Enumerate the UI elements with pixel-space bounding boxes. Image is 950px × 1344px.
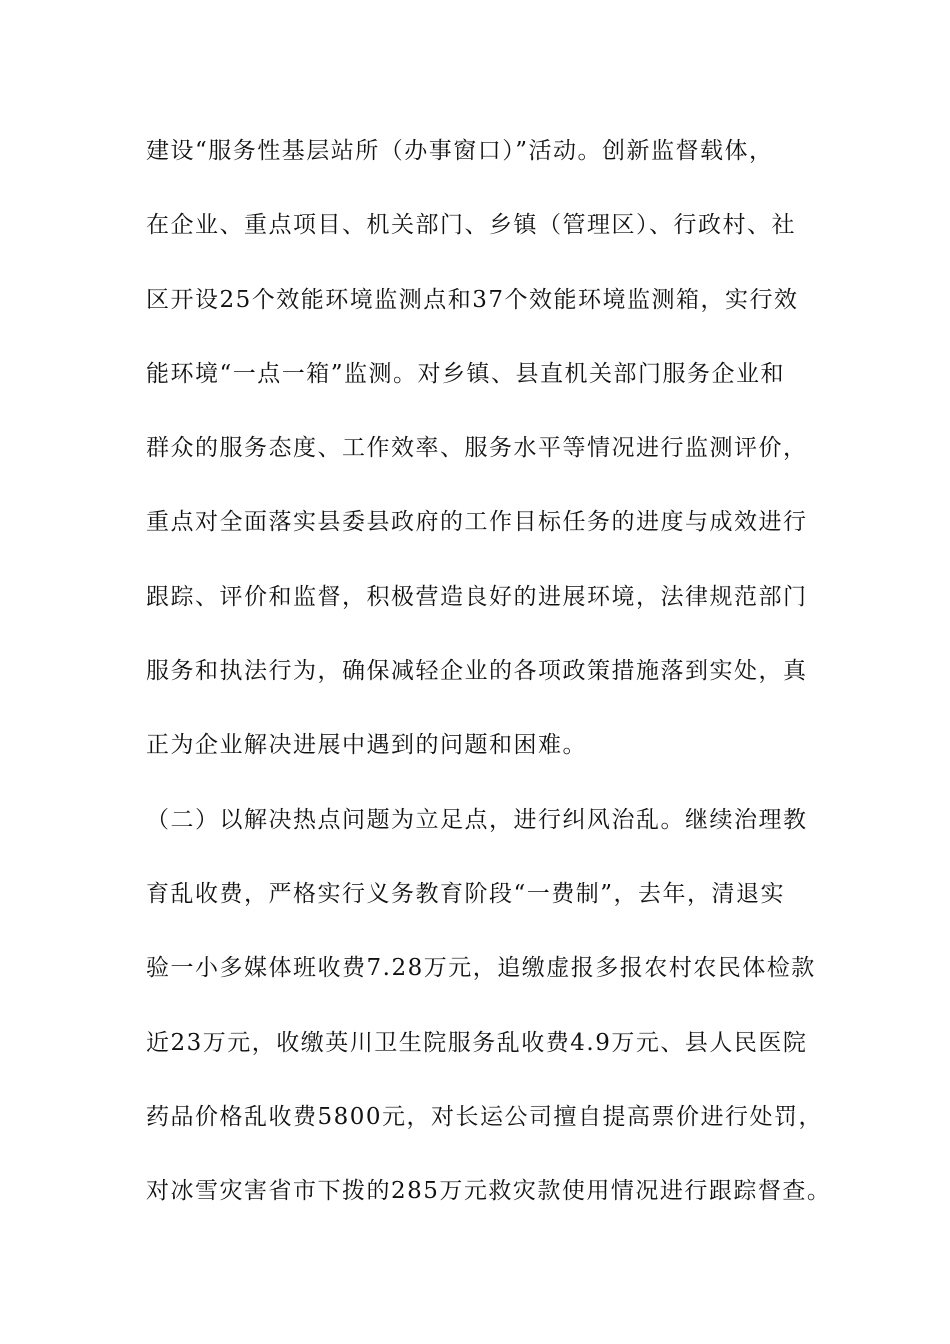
text-line-4: 能环境“一点一箱”监测。对乡镇、县直机关部门服务企业和: [146, 360, 786, 387]
text-line-15: 对冰雪灾害省市下拨的285万元救灾款使用情况进行跟踪督查。: [146, 1178, 832, 1205]
text-line-9: 正为企业解决进展中遇到的问题和困难。: [146, 732, 587, 759]
text-line-6: 重点对全面落实县委县政府的工作目标任务的进度与成效进行: [146, 509, 808, 536]
text-line-2: 在企业、重点项目、机关部门、乡镇（管理区）、行政村、社: [146, 212, 796, 239]
text-line-11: 育乱收费，严格实行义务教育阶段“一费制”，去年，清退实: [146, 880, 786, 907]
text-line-3: 区开设25个效能环境监测点和37个效能环境监测箱，实行效: [146, 286, 799, 313]
text-line-1: 建设“服务性基层站所（办事窗口）”活动。创新监督载体，: [146, 138, 774, 164]
text-line-5: 群众的服务态度、工作效率、服务水平等情况进行监测评价，: [146, 435, 808, 462]
section-heading-line: （二）以解决热点问题为立足点，进行纠风治乱。继续治理教: [146, 806, 808, 833]
text-line-8: 服务和执法行为，确保减轻企业的各项政策措施落到实处，真: [146, 658, 808, 685]
text-line-12: 验一小多媒体班收费7.28万元，追缴虚报多报农村农民体检款: [146, 955, 816, 982]
body-text: [146, 128, 846, 1242]
text-line-14: 药品价格乱收费5800元，对长运公司擅自提高票价进行处罚，: [146, 1103, 824, 1130]
text-line-13: 近23万元，收缴英川卫生院服务乱收费4.9万元、县人民医院: [146, 1029, 808, 1056]
text-line-7: 跟踪、评价和监督，积极营造良好的进展环境，法律规范部门: [146, 583, 808, 610]
